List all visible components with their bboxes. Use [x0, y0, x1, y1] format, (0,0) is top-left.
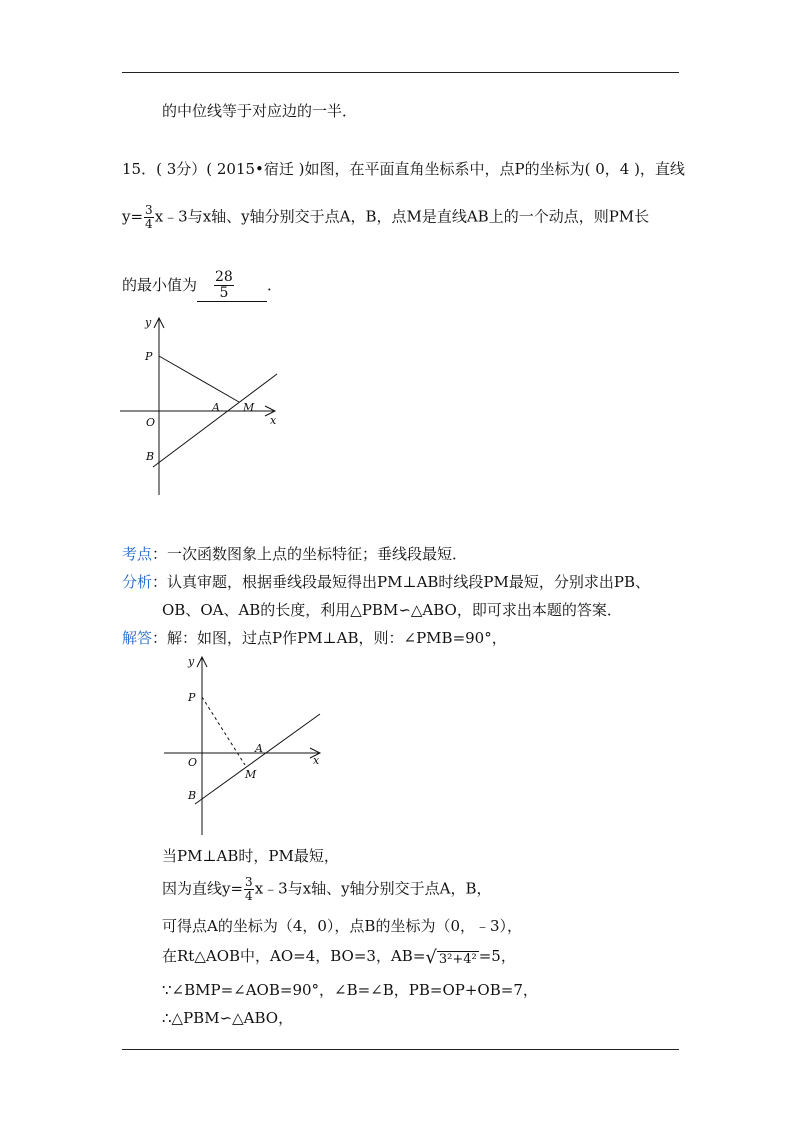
- fig1-label-a: A: [212, 401, 220, 414]
- fig1-segment-pm: [159, 356, 239, 402]
- answer-fraction: [214, 270, 234, 301]
- fig2-label-m: M: [245, 768, 257, 781]
- fig1-label-m: M: [243, 401, 255, 414]
- answer-suffix: ．: [267, 276, 283, 294]
- slope-fraction: [144, 204, 154, 231]
- fig2-segment-pm: [202, 697, 245, 765]
- problem-line-1: 15．( 3分）( 2015•宿迁 )如图，在平面直角坐标系中，点P的坐标为( 0，4 )，直线: [122, 160, 685, 178]
- solution-line-5: ∵∠BMP=∠AOB=90°，∠B=∠B，PB=OP+OB=7，: [162, 981, 538, 999]
- jieda-line: [122, 627, 507, 648]
- figure-1: [115, 312, 290, 497]
- solution-line-2-text: x﹣3与x轴、y轴分别交于点A，B，: [254, 879, 492, 898]
- solution-slope-denominator: 4: [245, 889, 253, 903]
- problem-line-2-text: x﹣3与x轴、y轴分别交于点A，B，点M是直线AB上的一个动点，则PM长: [154, 207, 650, 226]
- solution-line-3: 可得点A的坐标为（4，0），点B的坐标为（0，﹣3），: [162, 917, 523, 935]
- equation-prefix: y=: [122, 207, 144, 226]
- fig2-label-y: y: [188, 655, 195, 668]
- solution-line-6: ∴△PBM∽△ABO，: [162, 1009, 294, 1027]
- fenxi-line-2: OB、OA、AB的长度，利用△PBM∽△ABO，即可求出本题的答案．: [162, 601, 622, 619]
- fig2-line-ab: [195, 714, 320, 804]
- fig2-label-a: A: [255, 742, 263, 755]
- solution-line-4: [162, 945, 516, 968]
- solution-line-4-prefix: 在Rt△AOB中，AO=4，BO=3，AB=: [162, 947, 426, 965]
- top-rule: [122, 72, 679, 73]
- figure-2: [160, 652, 330, 837]
- fig1-label-y: y: [145, 316, 152, 329]
- solution-slope-fraction: [244, 876, 254, 903]
- problem-line-2: [122, 204, 649, 231]
- jieda-label: 解答: [122, 629, 153, 647]
- answer-prefix: 的最小值为: [122, 276, 198, 294]
- solution-slope-numerator: 3: [245, 875, 253, 889]
- sqrt-symbol: √: [425, 946, 437, 968]
- problem-line-3: [122, 270, 282, 302]
- answer-blank: [197, 270, 267, 302]
- fig2-label-o: O: [188, 756, 198, 769]
- kaodian-line: [122, 543, 467, 564]
- fig2-label-x: x: [313, 754, 320, 767]
- kaodian-label: 考点: [122, 545, 153, 563]
- jieda-text: ：解：如图，过点P作PM⊥AB，则：∠PMB=90°，: [152, 629, 507, 647]
- solution-line-2: [162, 876, 491, 903]
- fenxi-line-1: [122, 571, 650, 592]
- slope-denominator: 4: [145, 217, 153, 231]
- sqrt-radicand: 3²+4²: [438, 951, 477, 967]
- intro-text: 的中位线等于对应边的一半．: [162, 102, 358, 120]
- slope-numerator: 3: [145, 203, 153, 217]
- solution-line-2-prefix: 因为直线y=: [162, 879, 244, 898]
- fig2-label-b: B: [188, 789, 197, 802]
- answer-numerator: 28: [215, 269, 233, 285]
- fig1-label-b: B: [146, 450, 155, 463]
- answer-denominator: 5: [219, 285, 229, 301]
- fig2-label-p: P: [188, 691, 196, 704]
- fenxi-label: 分析: [122, 573, 153, 591]
- fig1-label-p: P: [145, 350, 153, 363]
- solution-line-1: 当PM⊥AB时，PM最短，: [162, 847, 339, 865]
- kaodian-text: ：一次函数图象上点的坐标特征；垂线段最短．: [152, 545, 468, 563]
- fig1-label-o: O: [146, 416, 156, 429]
- sqrt-expression: [425, 947, 478, 968]
- fig1-label-x: x: [270, 414, 277, 427]
- bottom-rule: [122, 1049, 679, 1050]
- fenxi-text-1: ：认真审题，根据垂线段最短得出PM⊥AB时线段PM最短，分别求出PB、: [152, 573, 650, 591]
- solution-line-4-suffix: =5，: [478, 947, 516, 965]
